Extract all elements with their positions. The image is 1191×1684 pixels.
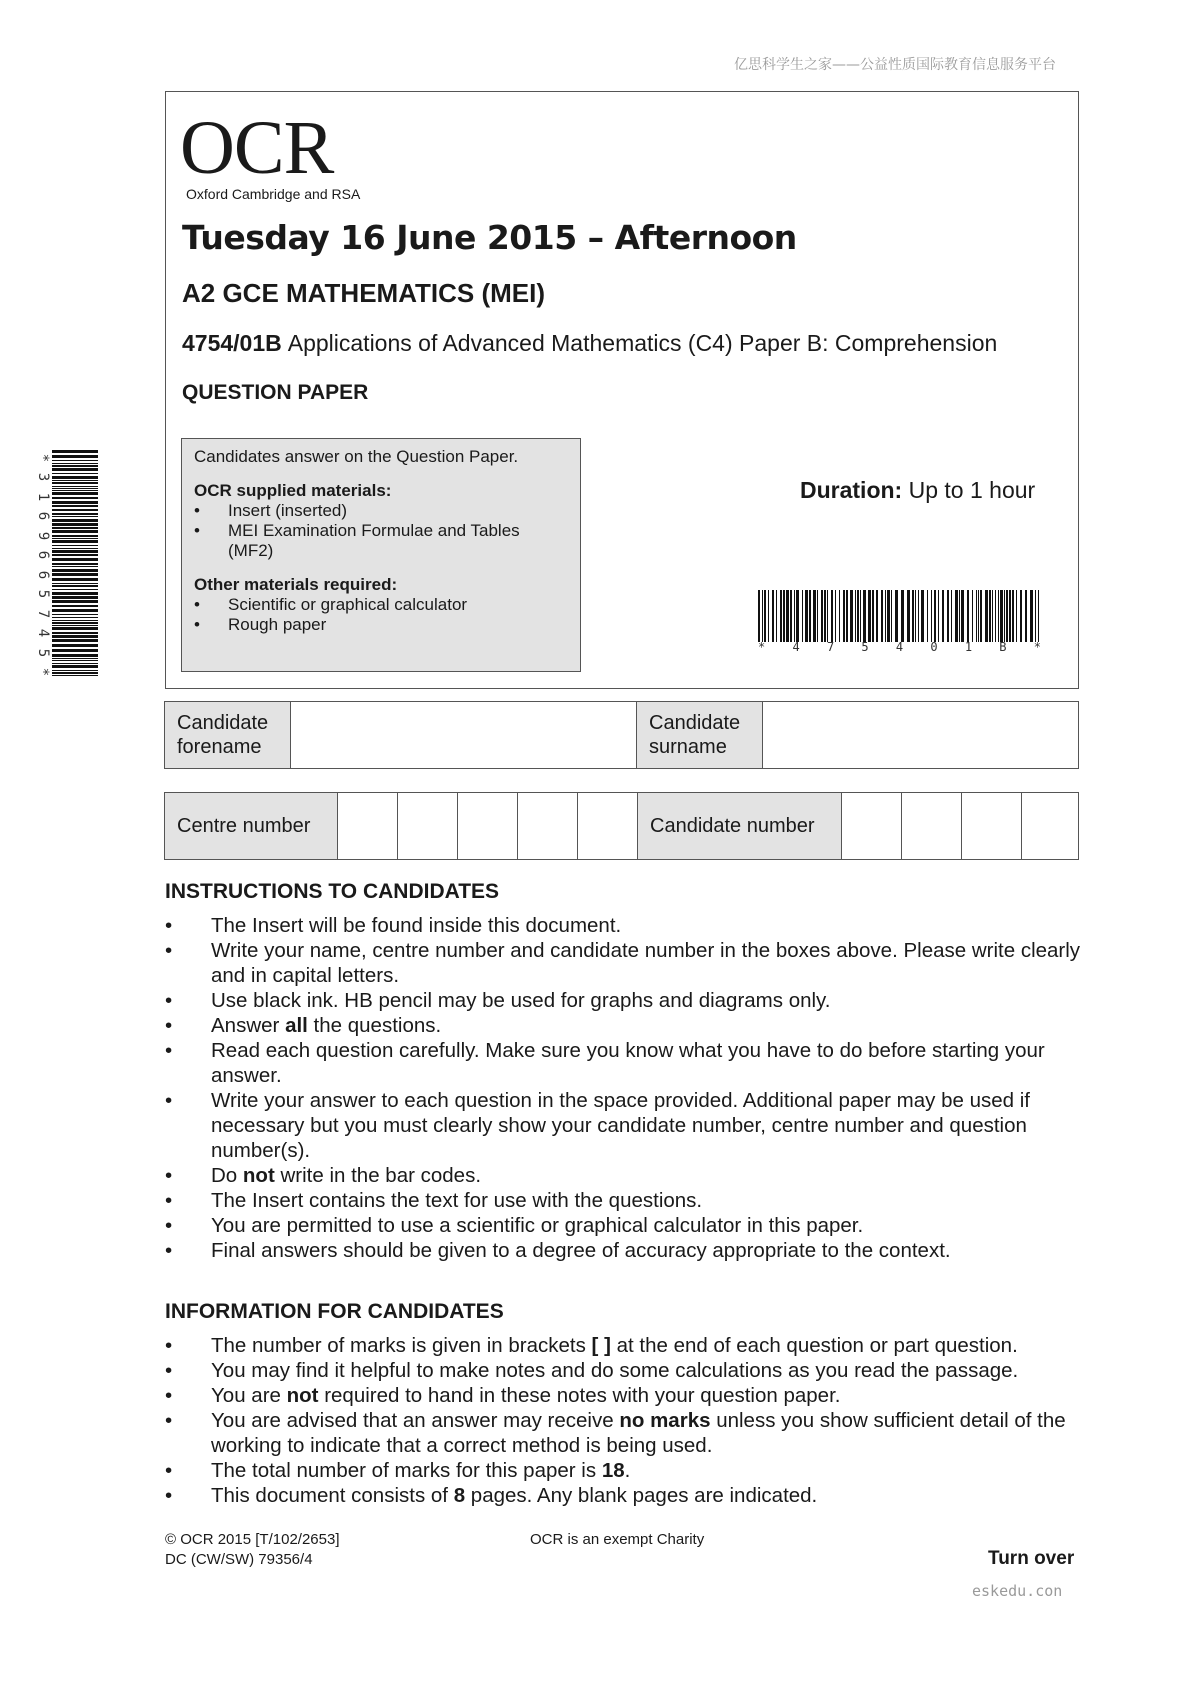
candidate-number-label: Candidate number: [638, 793, 842, 860]
turn-over: Turn over: [988, 1548, 1075, 1569]
paper-title-line: [182, 330, 997, 357]
instructions-heading: INSTRUCTIONS TO CANDIDATES: [165, 880, 500, 903]
list-item: [165, 1088, 1085, 1163]
barcode-digit: 5: [861, 640, 869, 654]
watermark-bottom: eskedu.con: [972, 1582, 1063, 1600]
centre-number-box[interactable]: [578, 793, 638, 860]
list-item-text: Do: [211, 1164, 243, 1187]
list-item-text: Read each question carefully. Make sure you know what you have to do before starting your answer.: [211, 1039, 1045, 1087]
footer-left: [165, 1530, 340, 1570]
barcode-digit: 6: [35, 570, 51, 579]
centre-number-label: Centre number: [165, 793, 338, 860]
list-item: [165, 1163, 1085, 1188]
exam-date: Tuesday 16 June 2015 – Afternoon: [182, 218, 797, 257]
barcode-digit: 4: [792, 640, 800, 654]
list-item-text: Use black ink. HB pencil may be used for graphs and diagrams only.: [211, 989, 831, 1012]
candidate-surname-field[interactable]: [763, 702, 1079, 769]
charity-note: OCR is an exempt Charity: [530, 1531, 705, 1548]
list-item-text: unless you show sufficient detail of the working to indicate that a correct method is being used.: [211, 1409, 1066, 1457]
barcode-digit: 6: [35, 551, 51, 560]
list-item-emphasis: 18: [601, 1459, 625, 1482]
list-item: [165, 1213, 1085, 1238]
required-materials-list: [194, 595, 568, 635]
list-item-text: pages. Any blank pages are indicated.: [465, 1484, 818, 1507]
list-item-text: The number of marks is given in brackets: [211, 1334, 592, 1357]
list-item: [165, 988, 1085, 1013]
barcode-digit: 3: [35, 473, 51, 482]
list-item: [165, 1458, 1085, 1483]
list-item: [165, 1013, 1085, 1038]
supplied-materials-heading: OCR supplied materials:: [194, 481, 392, 500]
paper-title: Applications of Advanced Mathematics (C4) Paper B: Comprehension: [287, 330, 998, 356]
materials-box: [181, 438, 581, 672]
list-item-text: Final answers should be given to a degree of accuracy appropriate to the context.: [211, 1239, 951, 1262]
candidate-name-table: [164, 701, 1079, 769]
candidate-number-box[interactable]: [842, 793, 902, 860]
barcode-digit: 4: [895, 640, 904, 654]
centre-number-box[interactable]: [458, 793, 518, 860]
list-item-emphasis: not: [286, 1384, 319, 1407]
list-item: [165, 938, 1085, 988]
list-item: [165, 1358, 1085, 1383]
list-item-text: Answer: [211, 1014, 286, 1037]
barcode-digit: 5: [35, 589, 51, 599]
candidate-number-box[interactable]: [1022, 793, 1079, 860]
duration-value: Up to 1 hour: [908, 477, 1036, 503]
list-item: [165, 1333, 1085, 1358]
paper-code: 4754/01B: [182, 330, 282, 356]
candidate-forename-label: Candidate forename: [165, 702, 291, 769]
materials-intro: Candidates answer on the Question Paper.: [194, 447, 519, 466]
list-item: • Scientific or graphical calculator: [194, 595, 568, 615]
duration: [800, 477, 1035, 504]
barcode-digit: 7: [35, 609, 51, 618]
list-item-text: This document consists of: [211, 1484, 454, 1507]
barcode-digit: 7: [826, 640, 835, 654]
barcode-digit: 6: [35, 512, 51, 521]
subject-title: A2 GCE MATHEMATICS (MEI): [182, 278, 546, 308]
list-item-text: required to hand in these notes with your question paper.: [318, 1384, 841, 1407]
list-item-text: You are permitted to use a scientific or graphical calculator in this paper.: [211, 1214, 864, 1237]
list-item-text: .: [624, 1459, 631, 1482]
list-item: [165, 1383, 1085, 1408]
centre-number-box[interactable]: [338, 793, 398, 860]
list-item: [165, 1238, 1085, 1263]
list-item-text: The Insert will be found inside this document.: [211, 914, 622, 937]
list-item: [165, 913, 1085, 938]
instructions-list: [165, 913, 1085, 1263]
barcode-left: [52, 450, 98, 678]
list-item-text: write in the bar codes.: [274, 1164, 482, 1187]
barcode-digit: 1: [35, 492, 51, 502]
barcode-digit: *: [1033, 640, 1041, 654]
list-item-emphasis: 8: [453, 1484, 466, 1507]
list-item-emphasis: no marks: [619, 1409, 711, 1432]
list-item-text: the questions.: [307, 1014, 442, 1037]
barcode-digit: *: [758, 640, 766, 654]
centre-number-box[interactable]: [518, 793, 578, 860]
watermark-top: 亿思科学生之家——公益性质国际教育信息服务平台: [734, 57, 1056, 73]
candidate-surname-label: Candidate surname: [637, 702, 763, 769]
list-item: [165, 1483, 1085, 1508]
information-list: [165, 1333, 1085, 1508]
list-item: • MEI Examination Formulae and Tables (MF2): [194, 521, 568, 561]
barcode-digit: 5: [35, 648, 51, 657]
list-item-emphasis: not: [242, 1164, 275, 1187]
information-heading: INFORMATION FOR CANDIDATES: [165, 1300, 504, 1323]
barcode-digit: *: [35, 667, 51, 677]
list-item: [165, 1188, 1085, 1213]
list-item: • Rough paper: [194, 615, 568, 635]
barcode-digit: 1: [964, 640, 973, 654]
question-paper-label: QUESTION PAPER: [182, 381, 369, 404]
document-code: DC (CW/SW) 79356/4: [165, 1551, 313, 1568]
list-item-text: You are: [211, 1384, 287, 1407]
candidate-forename-field[interactable]: [291, 702, 637, 769]
list-item: [165, 1408, 1085, 1458]
list-item-text: You may find it helpful to make notes and do some calculations as you read the passage.: [211, 1359, 1019, 1382]
list-item-text: The Insert contains the text for use with the questions.: [211, 1189, 703, 1212]
supplied-materials-list: [194, 501, 568, 561]
list-item-text: You are advised that an answer may receive: [211, 1409, 620, 1432]
logo-subtitle: Oxford Cambridge and RSA: [186, 186, 361, 202]
logo-text: OCR: [180, 106, 334, 190]
barcode-digit: 0: [930, 640, 938, 654]
centre-number-box[interactable]: [398, 793, 458, 860]
candidate-number-table: [164, 792, 1079, 860]
list-item-text: Write your answer to each question in the space provided. Additional paper may be used if necessary but you must clearly show your candidate number, centre number and question number(s).: [211, 1089, 1030, 1162]
list-item: [165, 1038, 1085, 1088]
ocr-logo: [180, 106, 361, 202]
list-item-emphasis: all: [285, 1014, 308, 1037]
list-item-text: The total number of marks for this paper is: [211, 1459, 602, 1482]
barcode-left-digits: [36, 452, 50, 678]
copyright: © OCR 2015 [T/102/2653]: [165, 1531, 340, 1548]
barcode-digit: 9: [35, 531, 51, 541]
required-materials-heading: Other materials required:: [194, 575, 398, 594]
barcode-right-digits: [758, 640, 1041, 654]
list-item-text: Write your name, centre number and candidate number in the boxes above. Please write clearly and in capital letters.: [211, 939, 1081, 987]
barcode-digit: B: [999, 640, 1007, 654]
duration-label: Duration:: [800, 477, 903, 503]
barcode-digit: *: [35, 453, 51, 463]
candidate-number-box[interactable]: [902, 793, 962, 860]
barcode-right: [758, 590, 1041, 642]
barcode-digit: 4: [35, 628, 51, 638]
candidate-number-box[interactable]: [962, 793, 1022, 860]
list-item-text: at the end of each question or part question.: [610, 1334, 1018, 1357]
list-item-emphasis: [ ]: [591, 1334, 611, 1357]
list-item: • Insert (inserted): [194, 501, 568, 521]
